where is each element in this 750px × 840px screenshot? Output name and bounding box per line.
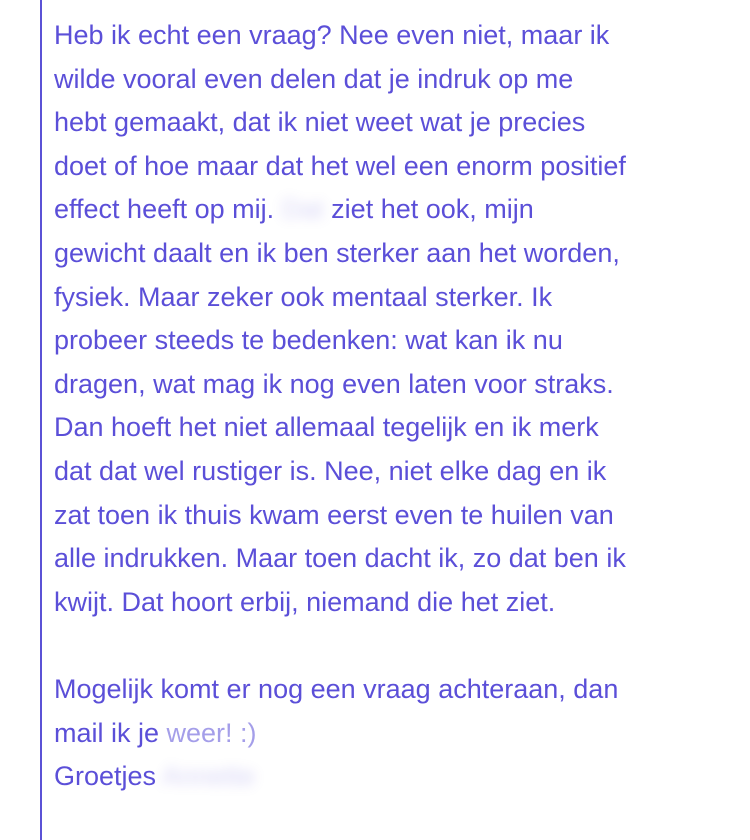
message-line: doet of hoe maar dat het wel een enorm positief	[54, 150, 626, 181]
quoted-message	[40, 0, 750, 840]
message-line: hebt gemaakt, dat ik niet weet wat je precies	[54, 107, 586, 138]
message-line: fysiek. Maar zeker ook mentaal sterker. Ik	[54, 281, 553, 312]
message-text: ziet het ook, mijn	[323, 194, 534, 225]
signature-line	[54, 755, 730, 799]
message-paragraph-1	[54, 14, 730, 624]
redacted-signature-name: Annette	[162, 761, 256, 792]
signature-greeting: Groetjes	[54, 761, 163, 792]
message-text: effect heeft op mij.	[54, 194, 282, 225]
faded-text: weer! :)	[166, 717, 257, 748]
message-line: gewicht daalt en ik ben sterker aan het worden,	[54, 237, 620, 268]
message-line: alle indrukken. Maar toen dacht ik, zo dat ben ik	[54, 543, 626, 574]
message-line: wilde vooral even delen dat je indruk op me	[54, 63, 574, 94]
message-line: Dan hoeft het niet allemaal tegelijk en ik merk	[54, 412, 599, 443]
message-line: dat dat wel rustiger is. Nee, niet elke dag en ik	[54, 455, 607, 486]
message-line: probeer steeds te bedenken: wat kan ik nu	[54, 325, 563, 356]
message-line	[54, 188, 730, 232]
message-line: kwijt. Dat hoort erbij, niemand die het ziet.	[54, 586, 556, 617]
redacted-text: Dat	[281, 194, 324, 225]
message-text: mail ik je	[54, 717, 167, 748]
message-line: zat toen ik thuis kwam eerst even te huilen van	[54, 499, 614, 530]
message-line: dragen, wat mag ik nog even laten voor straks.	[54, 368, 614, 399]
message-line: Mogelijk komt er nog een vraag achteraan, dan	[54, 673, 619, 704]
message-line	[54, 712, 730, 756]
message-paragraph-2	[54, 668, 730, 799]
message-line: Heb ik echt een vraag? Nee even niet, maar ik	[54, 20, 610, 50]
paragraph-spacer	[54, 624, 730, 668]
